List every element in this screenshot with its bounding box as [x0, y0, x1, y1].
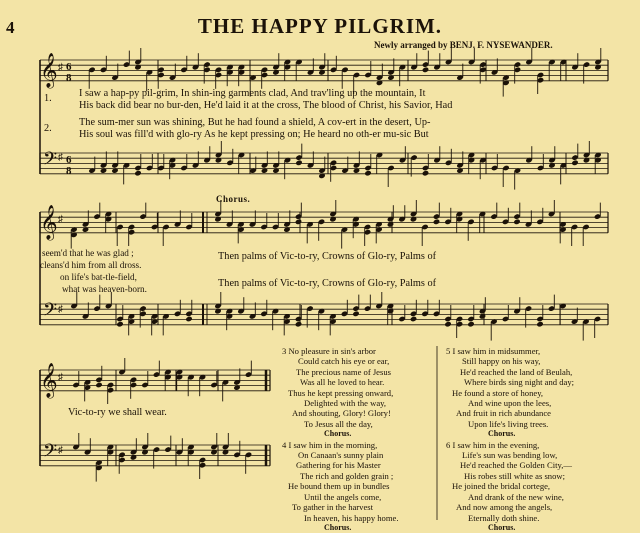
verse-line: And drank of the new wine, [468, 491, 564, 502]
verse-line: Chorus. [488, 522, 516, 532]
verse-number-1: 1. [44, 93, 52, 104]
time-signature-bottom: 8 [66, 72, 72, 84]
note-head [134, 170, 141, 176]
page-number: 4 [6, 18, 15, 37]
sharp-icon: ♯ [58, 214, 63, 225]
verses-right [446, 346, 606, 533]
verse-line: He joined the bridal cortege, [452, 481, 551, 492]
verse-line: Could catch his eye or ear, [298, 356, 390, 367]
sharp-icon: ♯ [58, 152, 63, 163]
verse-3 [282, 346, 430, 440]
verse-line: Where birds sing night and day; [464, 377, 575, 388]
lyric-s1-line2b: His soul was fill'd with glo-ry As he kept pressing on; He heard no oth-er mu-sic But [79, 129, 429, 140]
note-head [571, 160, 578, 166]
lyric-s1-line1b: His back did bear no bur-den, He'd laid it at the cross, The blood of Christ, his Savior, Had [79, 100, 453, 111]
verse-line: The rich and golden grain ; [300, 470, 394, 481]
note-head [422, 170, 429, 176]
verse-line: Still happy on his way, [462, 356, 541, 367]
verse-line: Eternally doth shine. [468, 512, 540, 523]
verse-line: And shouting, Glory! Glory! [292, 408, 391, 419]
note-head [433, 219, 440, 225]
verse-line: Was all he loved to hear. [300, 377, 385, 388]
lyric-s2-ending2: cleans'd him from all dross. [40, 260, 142, 270]
time-signature-top: 6 [66, 154, 72, 166]
verse-line: He bound them up in bundles [288, 481, 390, 492]
note-head [513, 219, 520, 225]
verse-4 [282, 440, 430, 533]
verse-line: He found a store of honey, [452, 387, 544, 398]
verse-line: To Jesus all the day, [304, 418, 373, 429]
note-head [467, 321, 474, 327]
lyric-s3: Vic-to-ry we shall wear. [68, 407, 167, 418]
note-head [295, 219, 302, 225]
verse-line: Chorus. [324, 429, 352, 439]
verse-line: Chorus. [324, 522, 352, 532]
verse-line: Chorus. [488, 429, 516, 439]
verse-6 [446, 440, 606, 533]
time-signature-top: 6 [66, 61, 72, 73]
verse-line: He'd reached the Golden City,— [460, 460, 572, 471]
chorus-line-1: Then palms of Vic-to-ry, Crowns of Glo-ry, Palms of [218, 251, 437, 262]
note-head [295, 321, 302, 327]
note-head [95, 382, 102, 388]
chorus-label: Chorus. [216, 194, 251, 204]
lyric-s2-ending4: what was heaven-born. [62, 284, 147, 294]
sharp-icon: ♯ [58, 304, 63, 315]
note-head [410, 316, 417, 322]
note-head [444, 321, 451, 327]
lyric-s2-ending3: on life's bat-tle-field, [60, 272, 137, 282]
verse-line: His robes still white as snow; [464, 470, 565, 481]
treble-clef-icon: 𝄞 [40, 53, 58, 88]
verse-line: 4 I saw him in the morning, [282, 439, 378, 450]
note-head [422, 67, 429, 73]
verse-line: And now among the angels, [456, 502, 553, 513]
verse-line: And wine upon the lees, [468, 398, 552, 409]
bass-clef-icon: 𝄢 [43, 441, 58, 466]
verse-line: Gathering for his Master [296, 460, 381, 471]
verse-line: Life's sun was bending low, [462, 450, 558, 461]
treble-clef-icon: 𝄞 [40, 205, 58, 240]
chorus-line-2: Then palms of Vic-to-ry, Crowns of Glo-ry, Palms of [218, 278, 437, 289]
sharp-icon: ♯ [58, 372, 63, 383]
note-head [185, 316, 192, 322]
verse-5 [446, 346, 606, 440]
treble-clef-icon: 𝄞 [40, 363, 58, 398]
sharp-icon: ♯ [58, 62, 63, 73]
lyric-s2-ending1: seem'd that he was glad ; [42, 248, 134, 258]
time-signature-bottom: 8 [66, 165, 72, 177]
verse-line: 6 I saw him in the evening, [446, 439, 540, 450]
note-head [536, 321, 543, 327]
verse-line: Until the angels come, [304, 491, 382, 502]
verse-line: In heaven, his happy home. [304, 512, 399, 523]
verse-line: Delighted with the way, [304, 398, 387, 409]
verse-line: And fruit in rich abundance [456, 408, 551, 419]
verse-line: To gather in the harvest [292, 502, 374, 513]
verse-line: The precious name of Jesus [296, 366, 391, 377]
note-head [352, 311, 359, 317]
lyric-s1-line1a: I saw a hap-py pil-grim, In shin-ing garments clad, And trav'ling up the mountain, It [79, 88, 426, 99]
verse-line: 3 No pleasure in sin's arbor [282, 346, 376, 356]
sharp-icon: ♯ [58, 445, 63, 456]
verse-line: On Canaan's sunny plain [298, 450, 384, 461]
verse-line: 5 I saw him in midsummer, [446, 346, 541, 356]
bass-clef-icon: 𝄢 [43, 300, 58, 325]
note-head [364, 170, 371, 176]
verse-line: Thus he kept pressing onward, [288, 387, 394, 398]
song-title: THE HAPPY PILGRIM. [197, 14, 443, 38]
bass-clef-icon: 𝄢 [43, 149, 58, 174]
verse-line: He'd reached the land of Beulah, [460, 366, 573, 377]
lyric-s1-line2a: The sum-mer sun was shining, But he had found a shield, A cov-ert in the desert, Up- [79, 117, 431, 128]
note-head [295, 160, 302, 166]
note-head [116, 321, 123, 327]
arranger-credit: Newly arranged by BENJ. F. NYSEWANDER. [374, 40, 553, 50]
verse-number-2: 2. [44, 123, 52, 134]
verses-left [282, 346, 430, 533]
verse-line: Upon life's living trees. [468, 418, 549, 429]
